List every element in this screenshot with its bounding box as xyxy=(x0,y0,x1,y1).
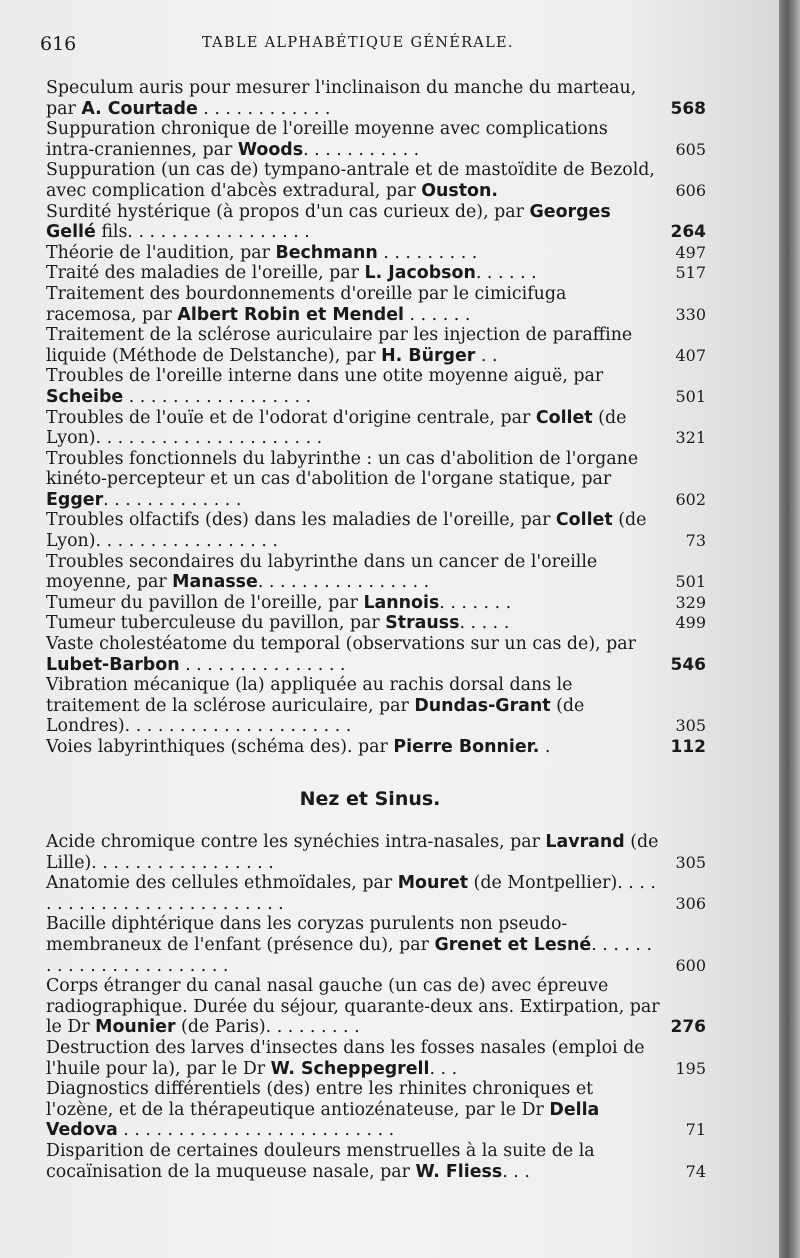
entry-suffix: (de Lyon). . . . . . . . . . . . . . . . . xyxy=(46,510,647,552)
index-entry xyxy=(46,593,706,614)
entry-page-number: 195 xyxy=(675,1058,706,1078)
entry-page-number: 321 xyxy=(675,428,706,448)
index-entry xyxy=(46,1038,706,1079)
index-entry xyxy=(46,552,706,593)
entry-author: Lubet-Barbon xyxy=(46,654,180,675)
entry-suffix: . . . xyxy=(429,1058,458,1079)
running-title: TABLE ALPHABÉTIQUE GÉNÉRALE. xyxy=(202,35,514,51)
entry-author: Manasse xyxy=(172,572,258,593)
entry-author: A. Courtade xyxy=(81,98,198,119)
page-edge-shadow xyxy=(779,0,800,1258)
index-entry xyxy=(46,119,706,160)
index-entry xyxy=(46,1079,706,1141)
entry-text xyxy=(46,593,660,614)
entry-suffix: . . . . . . xyxy=(404,304,471,325)
entry-author: H. Bürger xyxy=(381,345,476,366)
entry-title: Corps étranger du canal nasal gauche (un cas de) avec épreuve radiographique. Durée du séjour, quarante-deux ans. Extirpation, par le Dr xyxy=(46,976,660,1038)
entry-title: Vaste cholestéatome du temporal (observations sur un cas de), par xyxy=(46,634,636,655)
entry-page-number: 305 xyxy=(675,716,706,736)
entry-suffix: . . . . . . . . . . . . . . . . xyxy=(257,572,430,593)
entry-text xyxy=(46,914,660,976)
entry-title: Speculum auris pour mesurer l'inclinaison du manche du marteau, par xyxy=(46,78,637,119)
entry-text xyxy=(46,675,660,737)
index-entry xyxy=(46,449,706,511)
entry-page-number: 71 xyxy=(685,1120,706,1140)
index-entry xyxy=(46,284,706,325)
entry-title: Tumeur tuberculeuse du pavillon, par xyxy=(46,613,386,634)
index-entry xyxy=(46,510,706,551)
entry-title: Tumeur du pavillon de l'oreille, par xyxy=(46,592,364,613)
entry-author: W. Fliess xyxy=(415,1161,503,1182)
index-entry xyxy=(46,634,706,675)
entry-suffix: . . . . . . . . . . . . . . . xyxy=(179,654,346,675)
entry-title: Traitement des bourdonnements d'oreille par le cimicifuga racemosa, par xyxy=(46,283,567,325)
index-entry xyxy=(46,914,706,976)
entry-title: Traitement de la sclérose auriculaire par les injection de paraffine liquide (Méthode de Delstanche), par xyxy=(46,325,633,366)
entry-title: Disparition de certaines douleurs menstruelles à la suite de la cocaïnisation de la muqueuse nasale, par xyxy=(46,1140,595,1182)
entry-page-number: 499 xyxy=(675,613,706,633)
entry-text xyxy=(46,408,660,449)
entry-author: Grenet et Lesné xyxy=(434,934,592,955)
entry-text xyxy=(46,263,660,284)
entry-suffix: . . . . . . . . . . . . xyxy=(197,98,331,119)
entry-title: Théorie de l'audition, par xyxy=(46,242,276,263)
entry-page-number: 501 xyxy=(675,386,706,406)
entry-author: Mouret xyxy=(397,873,469,894)
entry-author: Ouston. xyxy=(421,180,498,201)
entry-title: Destruction des larves d'insectes dans les fosses nasales (emploi de l'huile pour la), par le Dr xyxy=(46,1037,645,1079)
entry-page-number: 330 xyxy=(675,304,706,324)
section-title: Nez et Sinus. xyxy=(299,788,441,810)
entry-suffix: . . . . . . . . . . . . . . . . . . . . . . . . . xyxy=(117,1120,395,1141)
entry-page-number: 305 xyxy=(675,852,706,872)
entry-title: Surdité hystérique (à propos d'un cas curieux de), par xyxy=(46,201,530,222)
index-list-nose xyxy=(46,832,706,1182)
entry-text xyxy=(46,552,660,593)
entry-title: Troubles de l'oreille interne dans une otite moyenne aiguë, par xyxy=(46,366,604,387)
entry-suffix: . . . . . . . . . xyxy=(377,242,478,263)
entry-author: Collet xyxy=(535,407,593,428)
entry-page-number: 306 xyxy=(675,893,706,913)
entry-suffix: . . . . . . . . . . . . . . . . . xyxy=(123,386,312,407)
entry-author: Della Vedova xyxy=(46,1099,600,1141)
entry-page-number: 497 xyxy=(675,242,706,262)
entry-text xyxy=(46,366,660,407)
index-entry xyxy=(46,366,706,407)
entry-author: Mounier xyxy=(95,1017,176,1038)
index-entry xyxy=(46,976,706,1038)
entry-author: Georges Gellé xyxy=(46,201,611,243)
entry-author: L. Jacobson xyxy=(364,263,476,284)
entry-author: Pierre Bonnier. xyxy=(393,737,540,757)
index-entry xyxy=(46,202,706,243)
entry-suffix: . . . . . . . xyxy=(439,592,512,613)
entry-text xyxy=(46,325,660,366)
entry-page-number: 602 xyxy=(675,489,706,509)
entry-title: Traité des maladies de l'oreille, par xyxy=(46,263,365,284)
entry-page-number: 264 xyxy=(670,222,706,243)
entry-title: Diagnostics différentiels (des) entre les rhinites chroniques et l'ozène, et de la thérapeutique antiozénateuse, par le Dr xyxy=(46,1079,594,1120)
entry-text xyxy=(46,1141,660,1182)
entry-title: Troubles fonctionnels du labyrinthe : un cas d'abolition de l'organe kinéto-percepteur et un cas d'abolition de l'organe statique, par xyxy=(46,448,639,490)
entry-page-number: 329 xyxy=(675,592,706,612)
entry-title: Troubles olfactifs (des) dans les maladies de l'oreille, par xyxy=(46,510,556,531)
entry-suffix: . . . . . xyxy=(459,613,510,634)
entry-author: W. Scheppegrell xyxy=(270,1058,430,1079)
entry-title: Vibration mécanique (la) appliquée au rachis dorsal dans le traitement de la sclérose auriculaire, par xyxy=(46,675,573,716)
entry-text xyxy=(46,243,660,264)
entry-suffix: . . xyxy=(475,345,498,366)
entry-author: Albert Robin et Mendel xyxy=(177,304,405,325)
entry-page-number: 501 xyxy=(675,572,706,592)
entry-page-number: 606 xyxy=(675,180,706,200)
entry-text xyxy=(46,873,660,914)
entry-title: Troubles secondaires du labyrinthe dans un cancer de l'oreille moyenne, par xyxy=(46,551,598,593)
entry-text xyxy=(46,634,660,675)
entry-page-number: 73 xyxy=(685,531,706,551)
entry-suffix: (de Lyon). . . . . . . . . . . . . . . . . . . . . xyxy=(46,407,627,449)
entry-title: Suppuration chronique de l'oreille moyenne avec complications intra-craniennes, par xyxy=(46,119,608,160)
entry-page-number: 276 xyxy=(670,1017,706,1038)
entry-author: Lannois xyxy=(363,592,440,613)
entry-text xyxy=(46,202,660,243)
entry-author: Bechmann xyxy=(275,242,378,263)
entry-suffix: (de Montpellier). . . . . . . . . . . . . . . . . . . . . . . . . . xyxy=(46,873,656,914)
entry-page-number: 605 xyxy=(675,139,706,159)
entry-text xyxy=(46,284,660,325)
entry-text xyxy=(46,737,660,758)
entry-suffix: (de Londres). . . . . . . . . . . . . . . . . . . . . xyxy=(46,695,585,737)
entry-page-number: 546 xyxy=(670,654,706,675)
entry-page-number: 74 xyxy=(685,1161,706,1181)
page-number: 616 xyxy=(40,33,77,55)
index-entry xyxy=(46,873,706,914)
entry-page-number: 568 xyxy=(670,98,706,119)
entry-author: Woods xyxy=(237,139,304,160)
entry-author: Egger xyxy=(46,489,104,510)
index-entry xyxy=(46,78,706,119)
index-entry xyxy=(46,832,706,873)
entry-text xyxy=(46,119,660,160)
entry-title: Voies labyrinthiques (schéma des). par xyxy=(46,737,394,757)
index-entry xyxy=(46,325,706,366)
index-entry xyxy=(46,675,706,737)
entry-title: Troubles de l'ouïe et de l'odorat d'origine centrale, par xyxy=(46,407,536,428)
entry-suffix: fils. . . . . . . . . . . . . . . . . xyxy=(95,222,310,243)
entry-suffix: . xyxy=(539,737,551,757)
entry-author: Lavrand xyxy=(545,832,625,852)
index-entry xyxy=(46,160,706,201)
entry-title: Suppuration (un cas de) tympano-antrale et de mastoïdite de Bezold, avec complication d'abcès extradural, par xyxy=(46,160,655,201)
entry-page-number: 517 xyxy=(675,263,706,283)
entry-title: Acide chromique contre les synéchies intra-nasales, par xyxy=(46,832,546,852)
entry-text xyxy=(46,160,660,201)
entry-page-number: 600 xyxy=(675,955,706,975)
index-entry xyxy=(46,263,706,284)
index-entry xyxy=(46,243,706,264)
entry-suffix: (de Lille). . . . . . . . . . . . . . . . . xyxy=(46,832,659,873)
page-header xyxy=(40,33,640,59)
index-entry xyxy=(46,408,706,449)
entry-page-number: 112 xyxy=(670,737,706,757)
entry-text xyxy=(46,78,660,119)
entry-suffix: . . . . . . . . . . . . . xyxy=(103,489,242,510)
index-entry xyxy=(46,1141,706,1182)
index-entry xyxy=(46,613,706,634)
entry-title: Anatomie des cellules ethmoïdales, par xyxy=(46,873,398,894)
entry-text xyxy=(46,510,660,551)
entry-suffix: (de Paris). . . . . . . . . xyxy=(175,1017,360,1038)
entry-suffix: . . . . . . xyxy=(475,263,537,284)
entry-text xyxy=(46,976,660,1038)
entry-text xyxy=(46,1079,660,1141)
entry-text xyxy=(46,832,660,873)
entry-page-number: 407 xyxy=(675,345,706,365)
entry-suffix: . . . xyxy=(502,1161,530,1182)
index-entry xyxy=(46,737,706,758)
entry-author: Strauss xyxy=(385,613,460,634)
entry-author: Dundas-Grant xyxy=(414,695,551,716)
entry-text xyxy=(46,449,660,511)
entry-suffix: . . . . . . . . . . . . . . . . . . . . . . . xyxy=(46,934,653,976)
index-list-ear xyxy=(46,78,706,758)
entry-suffix: . . . . . . . . . . . xyxy=(303,139,420,160)
entry-text xyxy=(46,1038,660,1079)
entry-text xyxy=(46,613,660,634)
entry-title: Bacille diphtérique dans les coryzas purulents non pseudo-membraneux de l'enfant (présence du), par xyxy=(46,914,568,955)
entry-author: Collet xyxy=(555,510,613,531)
entry-author: Scheibe xyxy=(46,386,124,407)
